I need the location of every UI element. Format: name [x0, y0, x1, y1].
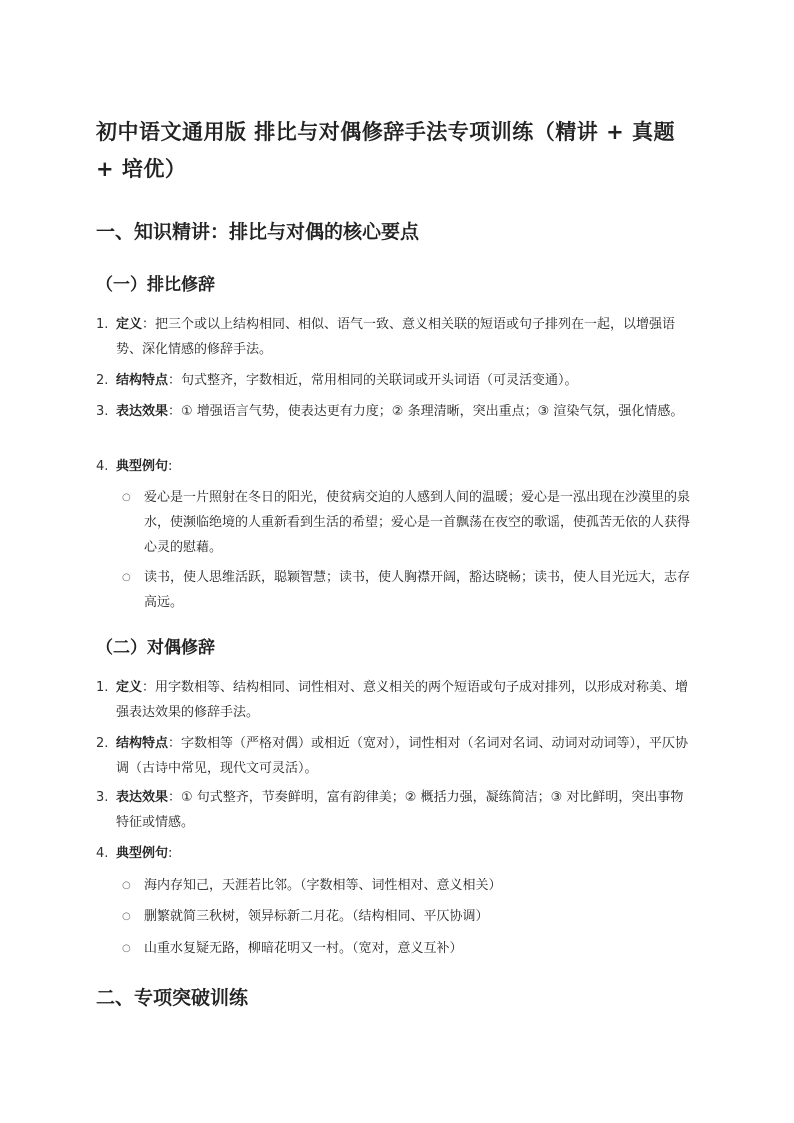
list-number: 4.	[96, 459, 109, 474]
example-item	[122, 873, 694, 898]
list-item	[96, 841, 696, 866]
item-label: 定义	[116, 317, 143, 332]
list-item	[96, 454, 696, 479]
example-text: 山重水复疑无路，柳暗花明又一村。（宽对，意义互补）	[144, 941, 463, 956]
item-label: 表达效果	[116, 790, 169, 805]
item-text: ：① 句式整齐，节奏鲜明，富有韵律美；② 概括力强，凝练简洁；③ 对比鲜明，突出事物特征或情感。	[116, 790, 684, 830]
list-number: 4.	[96, 846, 109, 861]
example-text: 删繁就简三秋树，领异标新二月花。（结构相同、平仄协调）	[144, 909, 489, 924]
section-heading-knowledge: 一、知识精讲：排比与对偶的核心要点	[96, 221, 420, 243]
list-item	[96, 731, 696, 781]
example-item	[122, 565, 694, 615]
example-text: 爱心是一片照射在冬日的阳光，使贫病交迫的人感到人间的温暖；爱心是一泓出现在沙漠里的泉水，使濒临绝境的人重新看到生活的希望；爱心是一首飘荡在夜空的歌谣，使孤苦无依的人获得心灵的慰藉。	[144, 490, 691, 555]
example-item	[122, 904, 694, 929]
item-text: :	[168, 846, 173, 861]
item-label: 结构特点	[116, 373, 169, 388]
item-text: ：句式整齐，字数相近，常用相同的关联词或开头词语（可灵活变通）。	[168, 373, 578, 388]
bullet-icon: ○	[122, 880, 131, 891]
item-label: 定义	[116, 680, 143, 695]
example-item	[122, 485, 694, 560]
subsection-heading-antithesis: （二）对偶修辞	[96, 638, 215, 658]
item-label: 典型例句	[116, 459, 169, 474]
example-text: 读书，使人思维活跃，聪颖智慧；读书，使人胸襟开阔，豁达晓畅；读书，使人目光远大，志存高远。	[144, 570, 691, 610]
example-item	[122, 936, 694, 961]
item-label: 典型例句	[116, 846, 169, 861]
list-number: 3.	[96, 404, 109, 419]
section-heading-training: 二、专项突破训练	[96, 987, 249, 1009]
bullet-icon: ○	[122, 943, 131, 954]
item-label: 表达效果	[116, 404, 169, 419]
item-text: :	[168, 459, 173, 474]
item-text: ：把三个或以上结构相同、相似、语气一致、意义相关联的短语或句子排列在一起，以增强语势、深化情感的修辞手法。	[116, 317, 676, 357]
list-item	[96, 785, 696, 835]
item-text: ：① 增强语言气势，使表达更有力度；② 条理清晰，突出重点；③ 渲染气氛，强化情感。	[168, 404, 684, 419]
list-number: 1.	[96, 317, 109, 332]
subsection-heading-parallelism: （一）排比修辞	[96, 275, 215, 295]
item-text: ：用字数相等、结构相同、词性相对、意义相关的两个短语或句子成对排列，以形成对称美、增强表达效果的修辞手法。	[116, 680, 689, 720]
list-number: 3.	[96, 790, 109, 805]
item-text: ：字数相等（严格对偶）或相近（宽对），词性相对（名词对名词、动词对动词等），平仄协调（古诗中常见，现代文可灵活）。	[116, 736, 689, 776]
list-item	[96, 675, 696, 725]
list-item	[96, 368, 696, 393]
list-number: 2.	[96, 373, 109, 388]
example-text: 海内存知己，天涯若比邻。（字数相等、词性相对、意义相关）	[144, 878, 502, 893]
item-label: 结构特点	[116, 736, 169, 751]
bullet-icon: ○	[122, 911, 131, 922]
bullet-icon: ○	[122, 572, 131, 583]
list-number: 2.	[96, 736, 109, 751]
document-title: 初中语文通用版 排比与对偶修辞手法专项训练（精讲 + 真题 + 培优）	[96, 120, 676, 181]
bullet-icon: ○	[122, 492, 131, 503]
list-number: 1.	[96, 680, 109, 695]
list-item	[96, 312, 696, 362]
list-item	[96, 399, 696, 424]
